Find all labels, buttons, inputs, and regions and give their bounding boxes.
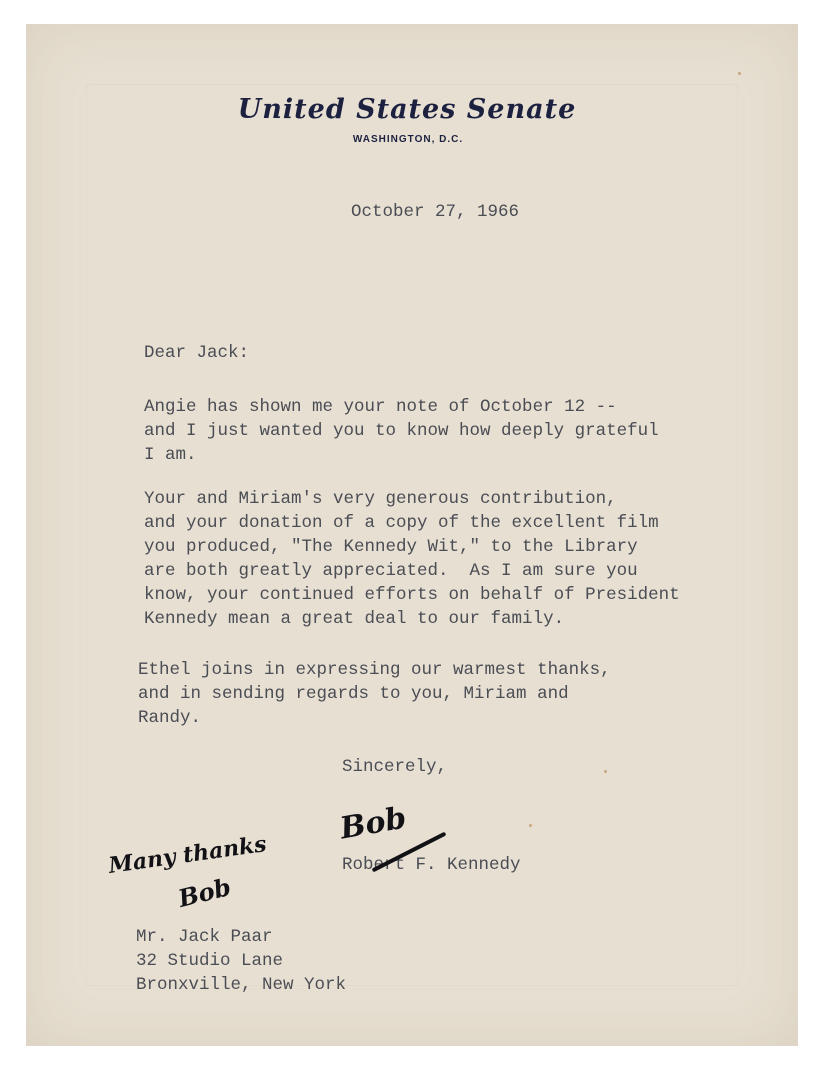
handwritten-note-signature: Bob: [175, 872, 234, 913]
letterhead: [26, 94, 798, 145]
body-paragraph-3: Ethel joins in expressing our warmest thanks, and in sending regards to you, Miriam and Randy.: [138, 660, 611, 728]
handwritten-note-thanks: Many thanks: [106, 831, 269, 879]
body-paragraph-2: Your and Miriam's very generous contribution, and your donation of a copy of the excellent film you produced, "The Kennedy Wit," to the Library are both greatly appreciated. As I am sure you know, your continued efforts on behalf of President Kennedy mean a great deal to our family.: [144, 489, 680, 629]
handwritten-signature: Bob: [337, 800, 409, 847]
paper-speck: [738, 72, 741, 75]
letterhead-location: WASHINGTON, D.C.: [352, 134, 464, 145]
closing: Sincerely,: [342, 757, 448, 777]
paper-speck: [604, 770, 607, 773]
body-paragraph-1: Angie has shown me your note of October 12 -- and I just wanted you to know how deeply grateful I am.: [144, 397, 659, 465]
recipient-address: Mr. Jack Paar 32 Studio Lane Bronxville, New York: [136, 927, 347, 995]
letter-date: October 27, 1966: [351, 202, 520, 222]
salutation: Dear Jack:: [144, 343, 250, 363]
letter-sheet: [26, 24, 798, 1046]
paper-speck: [529, 824, 532, 827]
letterhead-institution: United States Senate: [237, 94, 577, 125]
signer-name: Robert F. Kennedy: [342, 855, 521, 875]
